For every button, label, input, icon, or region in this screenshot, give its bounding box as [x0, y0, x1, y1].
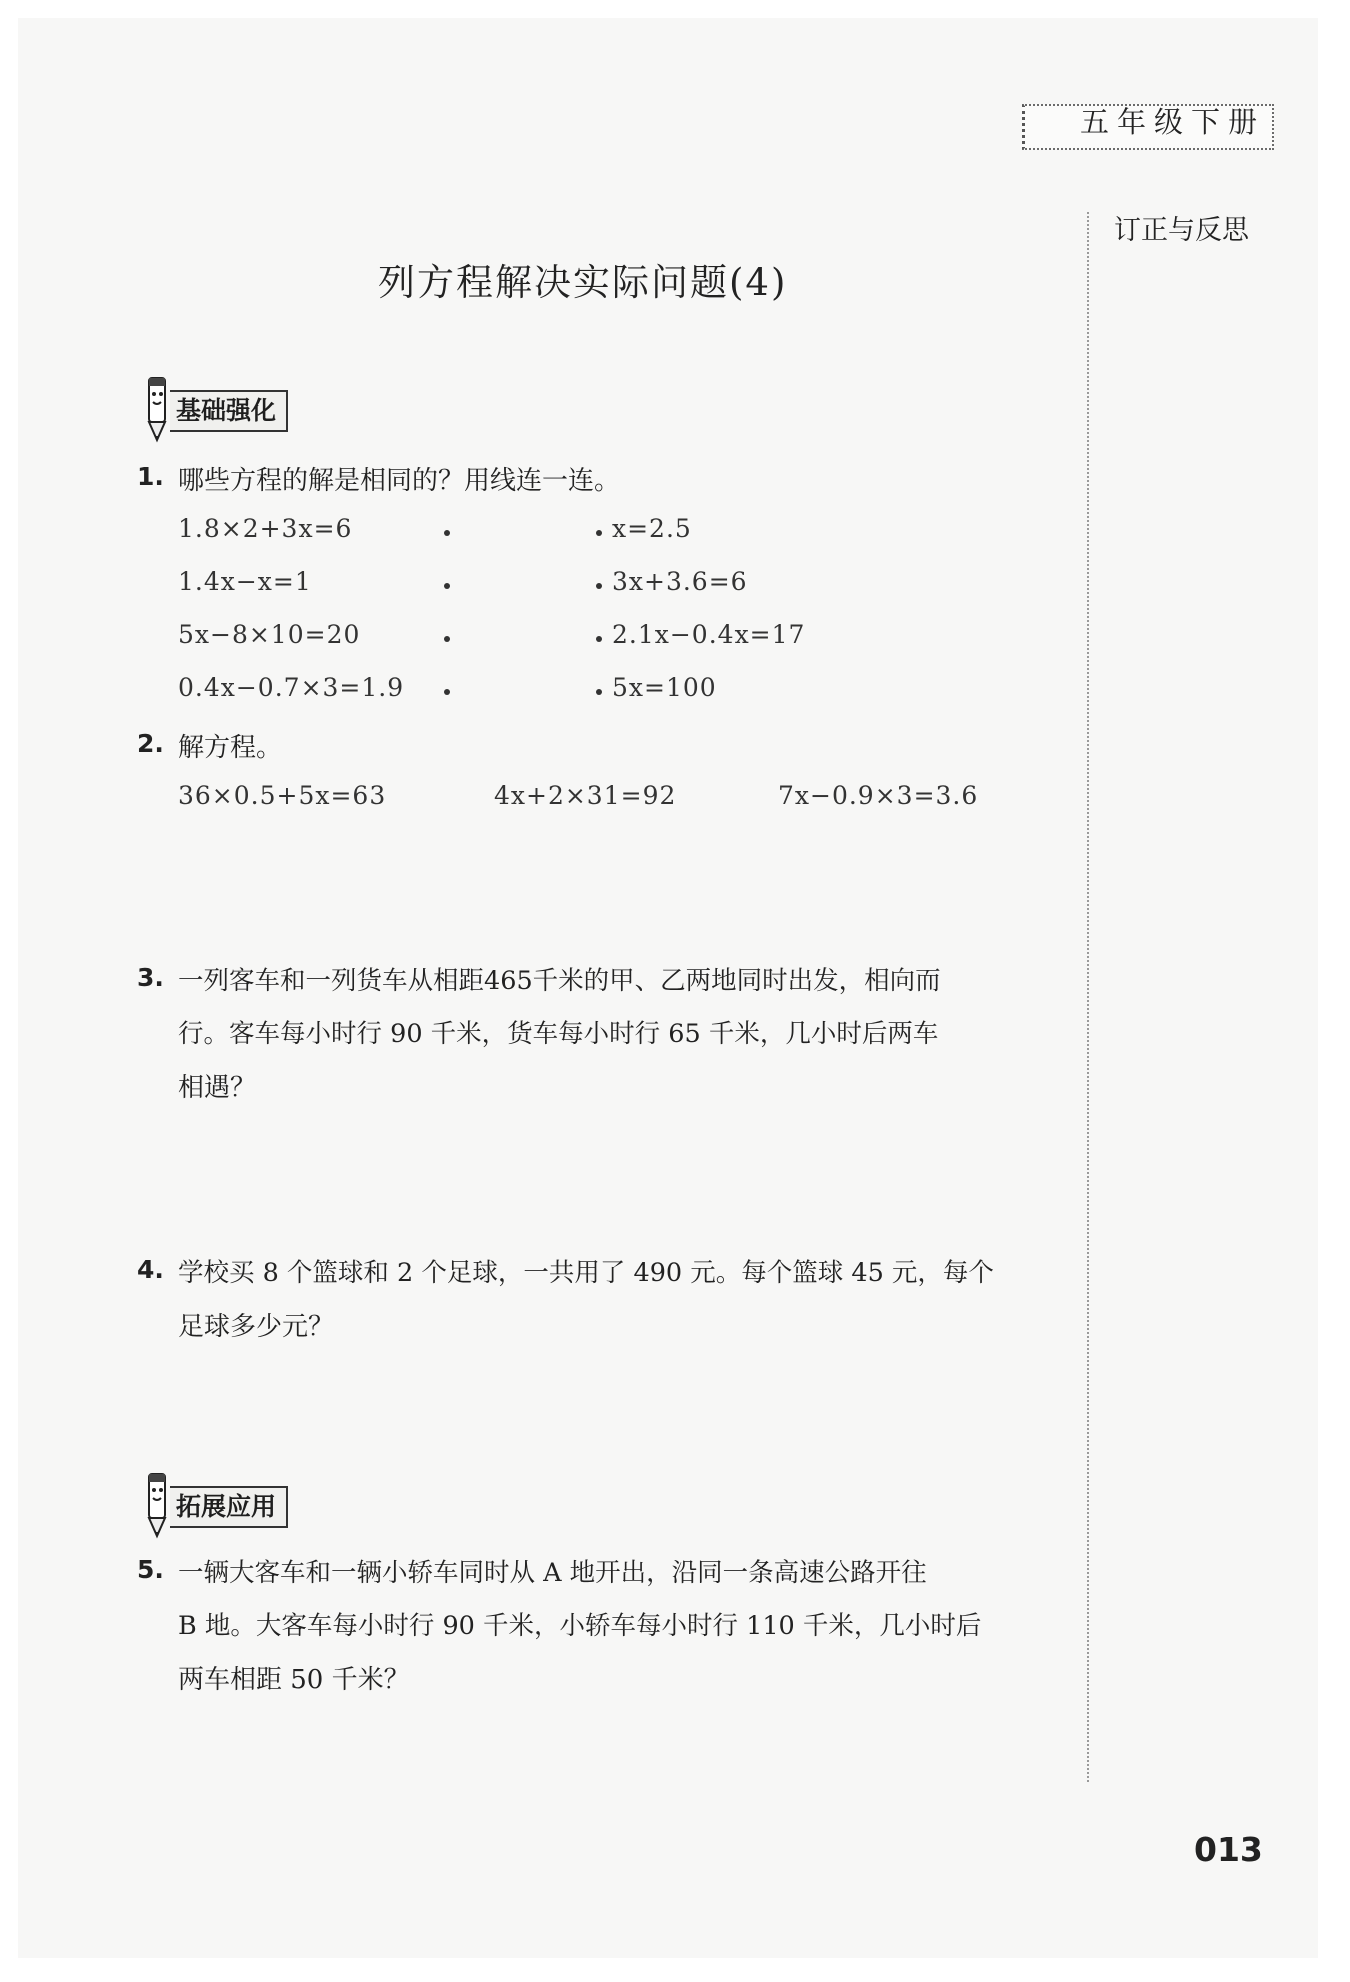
section-extend-label: 拓展应用	[170, 1486, 288, 1528]
match-dot-left[interactable]	[444, 530, 450, 536]
pencil-mascot-icon	[140, 1470, 174, 1544]
margin-divider	[1087, 212, 1089, 1782]
q5-line-3: 两车相距 50 千米？	[178, 1665, 410, 1695]
page-number: 013	[1194, 1830, 1263, 1869]
q2-number: 2.	[137, 729, 164, 758]
page-title: 列方程解决实际问题(4)	[378, 261, 788, 304]
q3-number: 3.	[137, 963, 164, 992]
match-dot-right[interactable]	[596, 689, 602, 695]
q1-right-eq-4: 5x=100	[612, 673, 717, 702]
correction-reflection-label: 订正与反思	[1114, 215, 1249, 246]
q3-line-1: 一列客车和一列货车从相距465千米的甲、乙两地同时出发，相向而	[178, 966, 941, 996]
grade-label: 五年级下册	[1080, 105, 1266, 139]
q1-right-eq-1: x=2.5	[612, 514, 692, 543]
q4-line-1: 学校买 8 个篮球和 2 个足球，一共用了 490 元。每个篮球 45 元，每个	[178, 1258, 994, 1288]
q1-left-eq-3: 5x−8×10=20	[178, 620, 361, 649]
q1-right-eq-2: 3x+3.6=6	[612, 567, 748, 596]
section-basic-label: 基础强化	[170, 390, 288, 432]
match-dot-left[interactable]	[444, 583, 450, 589]
match-dot-left[interactable]	[444, 689, 450, 695]
q1-left-eq-4: 0.4x−0.7×3=1.9	[178, 673, 405, 702]
q2-eq-2: 4x+2×31=92	[494, 781, 677, 810]
q3-line-3: 相遇？	[178, 1073, 257, 1103]
match-dot-right[interactable]	[596, 636, 602, 642]
q2-text: 解方程。	[178, 733, 283, 763]
q2-eq-3: 7x−0.9×3=3.6	[778, 781, 979, 810]
q5-number: 5.	[137, 1555, 164, 1584]
q1-number: 1.	[137, 462, 164, 491]
q1-right-eq-3: 2.1x−0.4x=17	[612, 620, 806, 649]
q1-left-eq-1: 1.8×2+3x=6	[178, 514, 353, 543]
match-dot-right[interactable]	[596, 530, 602, 536]
q1-text: 哪些方程的解是相同的？用线连一连。	[178, 466, 621, 496]
match-dot-right[interactable]	[596, 583, 602, 589]
match-dot-left[interactable]	[444, 636, 450, 642]
section-extend	[140, 1488, 288, 1526]
q4-number: 4.	[137, 1255, 164, 1284]
section-basic	[140, 392, 288, 430]
q1-left-eq-2: 1.4x−x=1	[178, 567, 312, 596]
pencil-mascot-icon	[140, 374, 174, 448]
q5-line-1: 一辆大客车和一辆小轿车同时从 A 地开出，沿同一条高速公路开往	[178, 1558, 927, 1588]
q2-eq-1: 36×0.5+5x=63	[178, 781, 387, 810]
q5-line-2: B 地。大客车每小时行 90 千米，小轿车每小时行 110 千米，几小时后	[178, 1611, 982, 1641]
q4-line-2: 足球多少元？	[178, 1312, 335, 1342]
q3-line-2: 行。客车每小时行 90 千米，货车每小时行 65 千米，几小时后两车	[178, 1019, 939, 1049]
